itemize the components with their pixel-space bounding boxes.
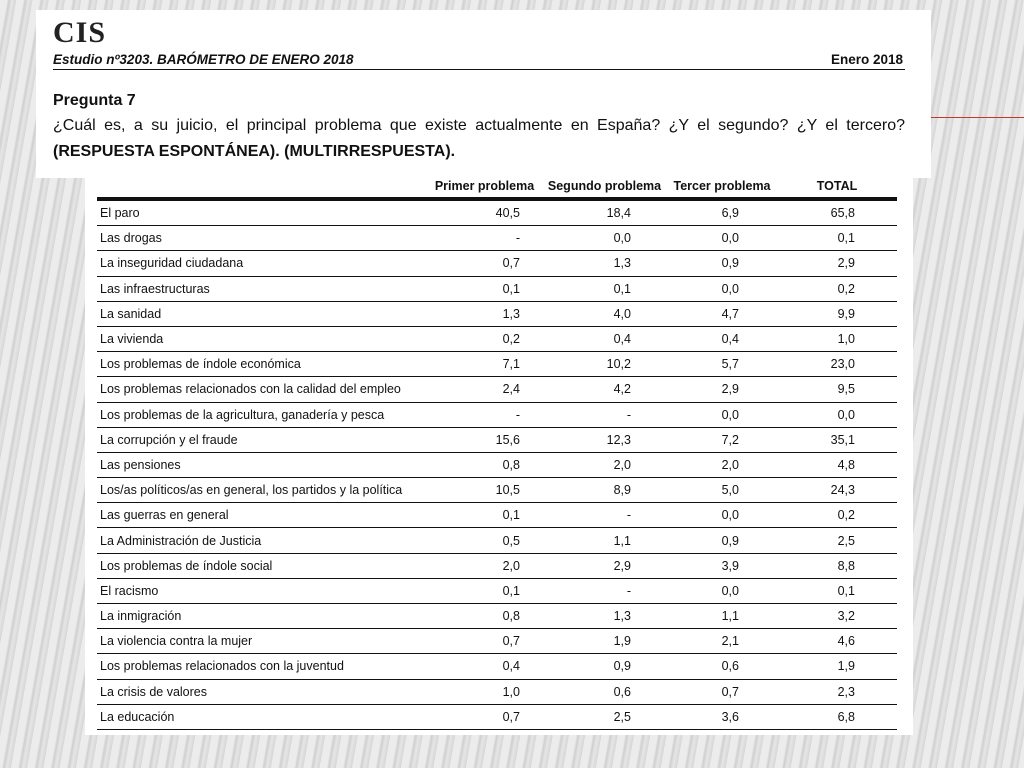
- table-row: [97, 301, 897, 326]
- cell-segundo: 8,9: [542, 478, 667, 503]
- cell-problem: La vivienda: [97, 326, 427, 351]
- cell-tercer: 5,7: [667, 352, 777, 377]
- cell-total: 8,8: [777, 553, 897, 578]
- cell-problem: El paro: [97, 199, 427, 226]
- cell-primer: 0,7: [427, 704, 542, 729]
- cell-problem: La inmigración: [97, 604, 427, 629]
- cell-segundo: 2,9: [542, 553, 667, 578]
- table-row: [97, 199, 897, 226]
- cell-tercer: 0,0: [667, 503, 777, 528]
- table-row: [97, 654, 897, 679]
- cell-primer: 2,0: [427, 553, 542, 578]
- cell-total: 9,5: [777, 377, 897, 402]
- study-title: Estudio nº3203. BARÓMETRO DE ENERO 2018: [53, 52, 354, 67]
- cell-primer: 0,8: [427, 604, 542, 629]
- cell-total: 3,2: [777, 604, 897, 629]
- cell-primer: 0,1: [427, 503, 542, 528]
- cell-problem: Los problemas relacionados con la juventud: [97, 654, 427, 679]
- cell-tercer: 0,0: [667, 226, 777, 251]
- cell-segundo: 4,2: [542, 377, 667, 402]
- cell-tercer: 3,6: [667, 704, 777, 729]
- table-row: [97, 704, 897, 729]
- cell-total: 0,1: [777, 578, 897, 603]
- cell-tercer: 0,0: [667, 402, 777, 427]
- cell-problem: Las guerras en general: [97, 503, 427, 528]
- cell-tercer: 3,9: [667, 553, 777, 578]
- cell-segundo: -: [542, 503, 667, 528]
- cell-segundo: 1,9: [542, 629, 667, 654]
- cell-primer: 1,3: [427, 301, 542, 326]
- cell-primer: -: [427, 226, 542, 251]
- table-row: [97, 326, 897, 351]
- cell-segundo: 0,9: [542, 654, 667, 679]
- table-row: [97, 377, 897, 402]
- cell-primer: 0,2: [427, 326, 542, 351]
- cell-problem: Los problemas relacionados con la calidad del empleo: [97, 377, 427, 402]
- cell-total: 2,5: [777, 528, 897, 553]
- cell-segundo: 0,4: [542, 326, 667, 351]
- cell-segundo: 18,4: [542, 199, 667, 226]
- cell-primer: 0,5: [427, 528, 542, 553]
- cell-total: 23,0: [777, 352, 897, 377]
- cell-primer: 7,1: [427, 352, 542, 377]
- question-note: (RESPUESTA ESPONTÁNEA). (MULTIRRESPUESTA).: [53, 143, 456, 160]
- cell-primer: 0,4: [427, 654, 542, 679]
- decorative-red-line: [928, 117, 1024, 118]
- table-row: [97, 251, 897, 276]
- table-row: [97, 629, 897, 654]
- table-row: [97, 604, 897, 629]
- cell-primer: 10,5: [427, 478, 542, 503]
- cell-total: 1,0: [777, 326, 897, 351]
- cell-problem: Las drogas: [97, 226, 427, 251]
- cell-primer: -: [427, 402, 542, 427]
- header-cell-segundo: Segundo problema: [542, 175, 667, 199]
- cell-tercer: 5,0: [667, 478, 777, 503]
- cell-total: 0,1: [777, 226, 897, 251]
- cell-total: 0,0: [777, 402, 897, 427]
- cell-problem: Las pensiones: [97, 452, 427, 477]
- cell-problem: La educación: [97, 704, 427, 729]
- table-row: [97, 276, 897, 301]
- table-row: [97, 226, 897, 251]
- table-body: [97, 199, 897, 729]
- cell-primer: 0,1: [427, 578, 542, 603]
- cell-problem: Los/as políticos/as en general, los partidos y la política: [97, 478, 427, 503]
- cell-primer: 15,6: [427, 427, 542, 452]
- table-row: [97, 503, 897, 528]
- cell-problem: La inseguridad ciudadana: [97, 251, 427, 276]
- cell-total: 2,3: [777, 679, 897, 704]
- cell-problem: La violencia contra la mujer: [97, 629, 427, 654]
- cell-segundo: 4,0: [542, 301, 667, 326]
- cell-segundo: -: [542, 402, 667, 427]
- table-row: [97, 553, 897, 578]
- table-row: [97, 352, 897, 377]
- cell-segundo: 2,5: [542, 704, 667, 729]
- cell-tercer: 0,9: [667, 528, 777, 553]
- cell-problem: La crisis de valores: [97, 679, 427, 704]
- cell-segundo: 1,3: [542, 604, 667, 629]
- cell-tercer: 7,2: [667, 427, 777, 452]
- cis-logo: CIS: [53, 16, 107, 49]
- question-text: ¿Cuál es, a su juicio, el principal problema que existe actualmente en España? ¿Y el segundo? ¿Y el tercero?: [53, 117, 905, 134]
- cell-total: 2,9: [777, 251, 897, 276]
- table-row: [97, 478, 897, 503]
- cell-tercer: 0,0: [667, 276, 777, 301]
- cell-total: 65,8: [777, 199, 897, 226]
- question-title: Pregunta 7: [53, 92, 136, 109]
- results-table: [97, 175, 897, 730]
- cell-total: 1,9: [777, 654, 897, 679]
- cell-tercer: 0,0: [667, 578, 777, 603]
- cell-segundo: -: [542, 578, 667, 603]
- cell-problem: La sanidad: [97, 301, 427, 326]
- cell-primer: 1,0: [427, 679, 542, 704]
- cell-segundo: 0,6: [542, 679, 667, 704]
- cell-problem: Las infraestructuras: [97, 276, 427, 301]
- cell-problem: La corrupción y el fraude: [97, 427, 427, 452]
- cell-problem: El racismo: [97, 578, 427, 603]
- cell-segundo: 12,3: [542, 427, 667, 452]
- cell-primer: 0,8: [427, 452, 542, 477]
- cell-total: 4,8: [777, 452, 897, 477]
- table-row: [97, 528, 897, 553]
- cell-primer: 40,5: [427, 199, 542, 226]
- results-table-panel: [85, 171, 913, 735]
- cell-problem: Los problemas de índole social: [97, 553, 427, 578]
- cell-problem: La Administración de Justicia: [97, 528, 427, 553]
- header-cell-label: [97, 175, 427, 199]
- cell-segundo: 0,0: [542, 226, 667, 251]
- cell-tercer: 4,7: [667, 301, 777, 326]
- cell-tercer: 2,0: [667, 452, 777, 477]
- table-row: [97, 452, 897, 477]
- cell-segundo: 0,1: [542, 276, 667, 301]
- header-cell-primer: Primer problema: [427, 175, 542, 199]
- cell-primer: 0,7: [427, 629, 542, 654]
- cell-problem: Los problemas de índole económica: [97, 352, 427, 377]
- header-cell-total: TOTAL: [777, 175, 897, 199]
- cell-tercer: 0,9: [667, 251, 777, 276]
- cell-segundo: 1,3: [542, 251, 667, 276]
- cell-total: 0,2: [777, 276, 897, 301]
- cell-tercer: 1,1: [667, 604, 777, 629]
- cell-segundo: 2,0: [542, 452, 667, 477]
- document-header-panel: [36, 10, 931, 178]
- cell-segundo: 10,2: [542, 352, 667, 377]
- cell-total: 4,6: [777, 629, 897, 654]
- cell-tercer: 2,1: [667, 629, 777, 654]
- cell-primer: 0,7: [427, 251, 542, 276]
- header-cell-tercer: Tercer problema: [667, 175, 777, 199]
- cell-total: 35,1: [777, 427, 897, 452]
- study-date: Enero 2018: [830, 52, 903, 67]
- table-row: [97, 427, 897, 452]
- cell-tercer: 0,7: [667, 679, 777, 704]
- cell-total: 0,2: [777, 503, 897, 528]
- cell-tercer: 0,4: [667, 326, 777, 351]
- cell-total: 9,9: [777, 301, 897, 326]
- cell-tercer: 6,9: [667, 199, 777, 226]
- table-header-row: [97, 175, 897, 199]
- cell-primer: 0,1: [427, 276, 542, 301]
- cell-segundo: 1,1: [542, 528, 667, 553]
- header-divider: [53, 69, 905, 70]
- cell-total: 24,3: [777, 478, 897, 503]
- table-row: [97, 578, 897, 603]
- cell-tercer: 0,6: [667, 654, 777, 679]
- table-row: [97, 402, 897, 427]
- cell-problem: Los problemas de la agricultura, ganadería y pesca: [97, 402, 427, 427]
- table-row: [97, 679, 897, 704]
- cell-tercer: 2,9: [667, 377, 777, 402]
- cell-primer: 2,4: [427, 377, 542, 402]
- cell-total: 6,8: [777, 704, 897, 729]
